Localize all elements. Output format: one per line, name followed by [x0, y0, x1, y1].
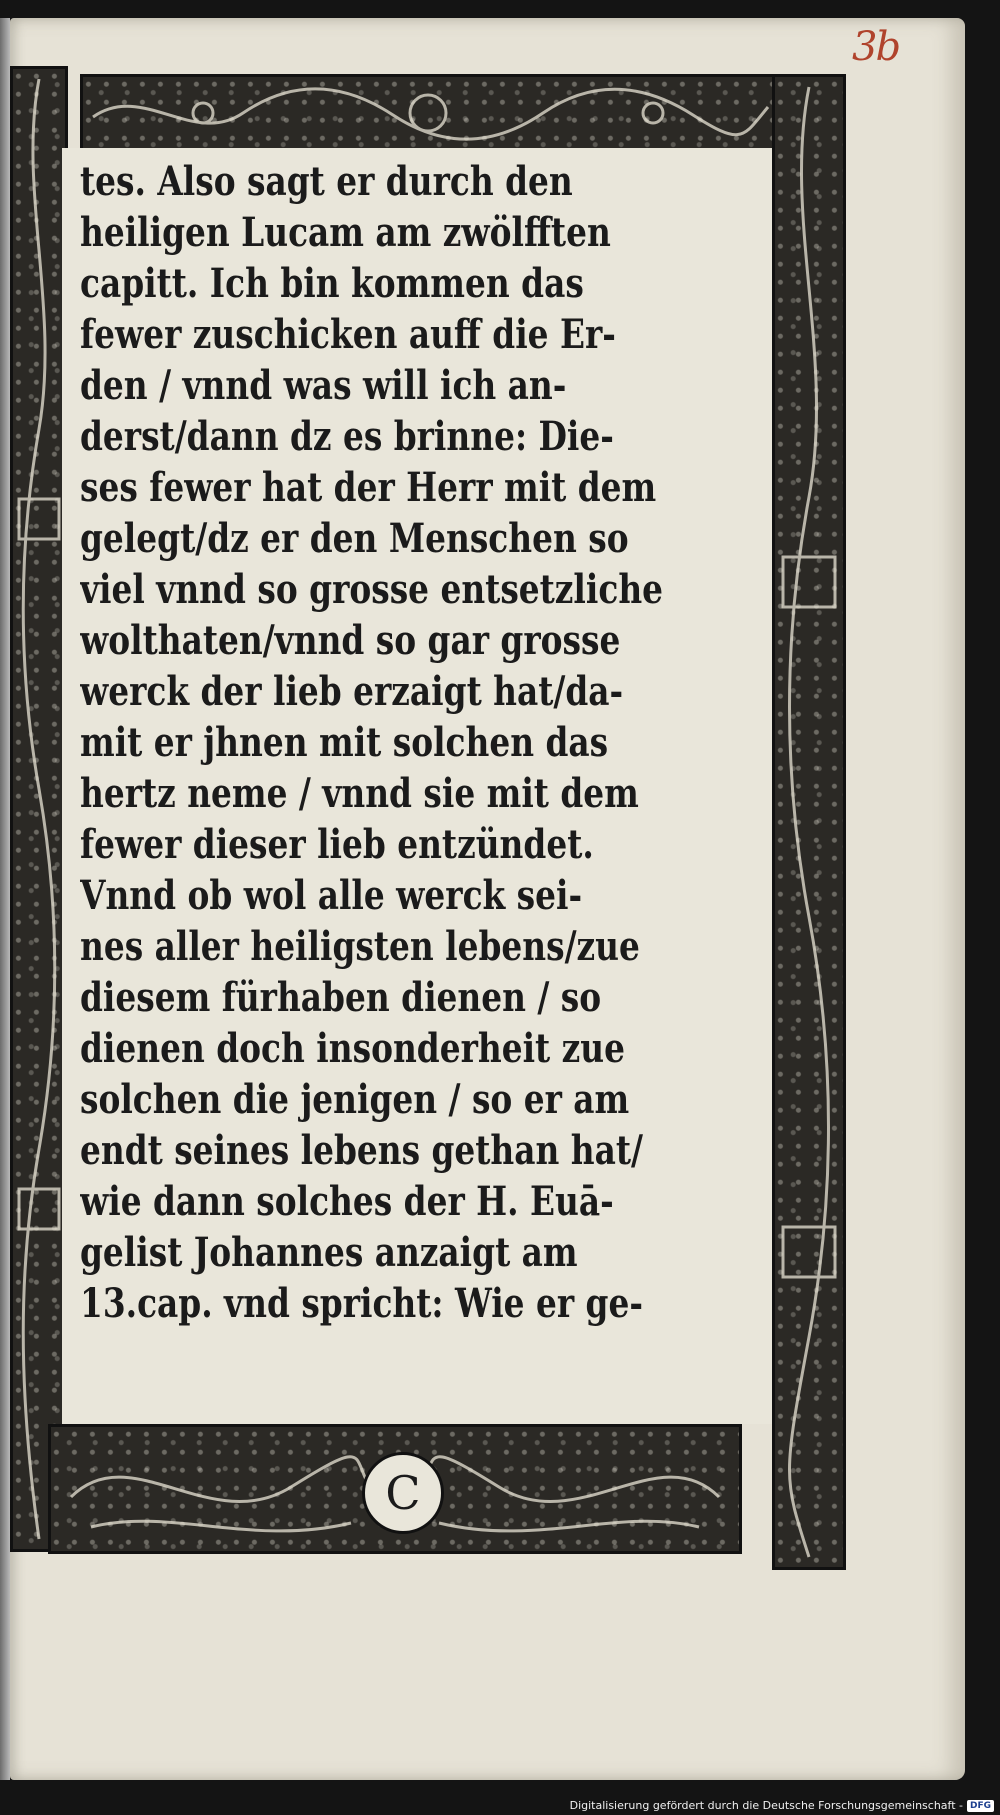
signature-mark: C: [362, 1452, 444, 1534]
credit-text: Digitalisierung gefördert durch die Deutsche Forschungsgemeinschaft -: [569, 1799, 963, 1812]
text-line: solchen die jenigen / so er am: [80, 1076, 630, 1123]
text-line: heiligen Lucam am zwölfften: [80, 209, 611, 256]
text-line: tes. Also sagt er durch den: [80, 158, 573, 205]
text-line: gelist Johannes anzaigt am: [80, 1229, 578, 1276]
text-line: capitt. Ich bin kommen das: [80, 260, 584, 307]
text-line: nes aller heiligsten lebens/zue: [80, 923, 640, 970]
text-line: werck der lieb erzaigt hat/da-: [80, 668, 624, 715]
text-line: mit er jhnen mit solchen das: [80, 719, 609, 766]
text-line: wie dann solches der H. Euā-: [80, 1178, 614, 1225]
text-line: viel vnnd so grosse entsetzliche: [80, 566, 664, 613]
frame-left-column: [10, 66, 68, 1552]
column-ornament-icon: [775, 77, 843, 1567]
text-line: Vnnd ob wol alle werck sei-: [80, 872, 583, 919]
frame-top-ornament: [80, 74, 776, 154]
text-line: dienen doch insonderheit zue: [80, 1025, 625, 1072]
text-line: 13.cap. vnd spricht: Wie er ge-: [80, 1280, 643, 1327]
text-line: fewer zuschicken auff die Er-: [80, 311, 616, 358]
folio-number: 3b: [852, 24, 900, 70]
column-ornament-icon: [13, 69, 65, 1549]
text-line: ses fewer hat der Herr mit dem: [80, 464, 657, 511]
text-line: diesem fürhaben dienen / so: [80, 974, 602, 1021]
text-line: fewer dieser lieb entzündet.: [80, 821, 594, 868]
page-edge: [0, 18, 10, 1780]
text-line: derst/dann dz es brinne: Die-: [80, 413, 614, 460]
floral-ornament-icon: [83, 77, 773, 151]
text-line: gelegt/dz er den Menschen so: [80, 515, 629, 562]
dfg-logo-icon: DFG: [967, 1800, 994, 1812]
text-line: wolthaten/vnnd so gar grosse: [80, 617, 621, 664]
digitization-credit: [570, 1799, 994, 1812]
text-line: den / vnnd was will ich an-: [80, 362, 567, 409]
text-line: endt seines lebens gethan hat/: [80, 1127, 644, 1174]
text-line: hertz neme / vnnd sie mit dem: [80, 770, 639, 817]
frame-right-column: [772, 74, 846, 1570]
